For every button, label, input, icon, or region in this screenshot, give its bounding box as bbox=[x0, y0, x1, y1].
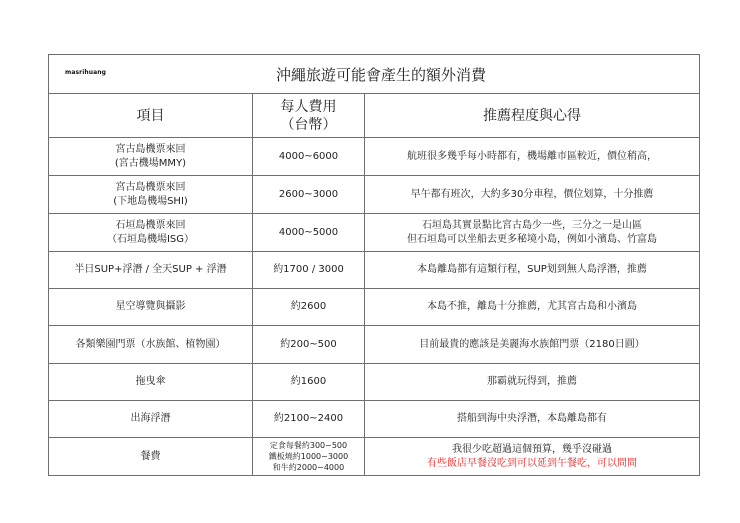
table-body bbox=[49, 138, 699, 475]
cost-cell-line: 約1700 / 3000 bbox=[273, 264, 344, 275]
item-cell bbox=[49, 214, 253, 251]
notes-cell bbox=[365, 176, 699, 213]
item-cell-line: (宮古機場MMY) bbox=[114, 157, 187, 169]
table-row bbox=[49, 364, 699, 401]
cost-cell bbox=[253, 289, 365, 325]
item-cell bbox=[49, 326, 253, 363]
header-item bbox=[49, 94, 253, 137]
header-cost-label: 每人費用 bbox=[280, 98, 337, 115]
header-item-label: 項目 bbox=[136, 107, 165, 124]
notes-cell bbox=[365, 138, 699, 175]
table-row bbox=[49, 138, 699, 176]
cost-cell-line: 約1600 bbox=[290, 376, 327, 387]
item-cell-line: (下地島機場SHI) bbox=[113, 195, 188, 207]
header-notes-label: 推薦程度與心得 bbox=[483, 107, 581, 124]
page-title: 沖繩旅遊可能會產生的額外消費 bbox=[275, 65, 486, 84]
item-cell-line: 半日SUP+浮潛 / 全天SUP + 浮潛 bbox=[74, 264, 227, 275]
cost-cell bbox=[253, 138, 365, 175]
item-cell-line: 各類樂園門票（水族館、植物園） bbox=[75, 338, 226, 350]
item-cell bbox=[49, 438, 253, 475]
notes-cell-line: 目前最貴的應該是美麗海水族館門票（2180日圓） bbox=[419, 338, 645, 350]
cost-cell bbox=[253, 401, 365, 437]
item-cell-line: 石垣島機票來回 bbox=[115, 219, 186, 231]
notes-cell-line: 本島離島都有這類行程，SUP划到無人島浮潛，推薦 bbox=[417, 264, 647, 275]
item-cell bbox=[49, 138, 253, 175]
notes-cell bbox=[365, 401, 699, 437]
notes-cell bbox=[365, 326, 699, 363]
item-cell-line: （石垣島機場ISG） bbox=[106, 233, 195, 245]
notes-cell-line: 本島不推，離島十分推薦，尤其宮古島和小濱島 bbox=[427, 301, 637, 312]
cost-cell bbox=[253, 252, 365, 288]
item-cell bbox=[49, 176, 253, 213]
item-cell-line: 拖曳傘 bbox=[135, 376, 166, 387]
notes-cell-line: 我很少吃超過這個預算，幾乎沒碰過 bbox=[452, 443, 612, 455]
cost-cell-line: 鐵板燒約1000~3000 bbox=[268, 452, 349, 461]
cost-cell-line: 約2100~2400 bbox=[273, 413, 344, 424]
item-cell bbox=[49, 364, 253, 400]
notes-cell bbox=[365, 438, 699, 475]
table-row bbox=[49, 214, 699, 252]
header-cost bbox=[253, 94, 365, 137]
notes-cell-line: 航班很多幾乎每小時都有，機場離市區較近，價位稍高， bbox=[407, 150, 657, 162]
item-cell-line: 宮古島機票來回 bbox=[115, 143, 186, 155]
cost-cell-line: 約2600 bbox=[290, 301, 327, 312]
item-cell-line: 宮古島機票來回 bbox=[115, 181, 186, 193]
table-row bbox=[49, 176, 699, 214]
notes-cell bbox=[365, 364, 699, 400]
cost-cell bbox=[253, 438, 365, 475]
item-cell bbox=[49, 289, 253, 325]
cost-cell-line: 定食每餐約300~500 bbox=[269, 441, 348, 450]
header-cost-unit: （台幣） bbox=[280, 116, 337, 133]
table-row bbox=[49, 289, 699, 326]
item-cell bbox=[49, 252, 253, 288]
brand-watermark: masrihuang bbox=[65, 69, 107, 76]
item-cell bbox=[49, 401, 253, 437]
item-cell-line: 餐費 bbox=[140, 450, 161, 462]
cost-cell bbox=[253, 364, 365, 400]
table-row bbox=[49, 252, 699, 289]
highlight-note: 有些飯店早餐沒吃到可以延到午餐吃，可以問問 bbox=[427, 457, 637, 469]
header-notes bbox=[365, 94, 699, 137]
cost-cell bbox=[253, 176, 365, 213]
title-row bbox=[49, 55, 699, 94]
notes-cell-line: 早午都有班次，大約多30分車程，價位划算，十分推薦 bbox=[410, 188, 654, 200]
table-row bbox=[49, 438, 699, 475]
table-row bbox=[49, 326, 699, 364]
cost-cell bbox=[253, 214, 365, 251]
notes-cell-line: 那霸就玩得到，推薦 bbox=[487, 376, 577, 387]
cost-cell bbox=[253, 326, 365, 363]
expense-table bbox=[48, 54, 700, 476]
notes-cell bbox=[365, 289, 699, 325]
cost-cell-line: 約200~500 bbox=[280, 338, 337, 350]
notes-cell-line: 搭船到海中央浮潛，本島離島都有 bbox=[457, 413, 607, 424]
table-row bbox=[49, 401, 699, 438]
cost-cell-line: 4000~5000 bbox=[278, 226, 339, 238]
notes-cell-line: 但石垣島可以坐船去更多秘境小島，例如小濱島、竹富島 bbox=[407, 233, 657, 245]
item-cell-line: 出海浮潛 bbox=[130, 413, 171, 424]
header-row bbox=[49, 94, 699, 138]
cost-cell-line: 4000~6000 bbox=[278, 150, 339, 162]
cost-cell-line: 2600~3000 bbox=[278, 188, 339, 200]
item-cell-line: 星空導覽與攝影 bbox=[115, 301, 186, 312]
notes-cell bbox=[365, 252, 699, 288]
notes-cell-line: 石垣島其實景點比宮古島少一些，三分之一是山區 bbox=[422, 219, 642, 231]
cost-cell-line: 和牛約2000~4000 bbox=[272, 463, 345, 472]
notes-cell bbox=[365, 214, 699, 251]
